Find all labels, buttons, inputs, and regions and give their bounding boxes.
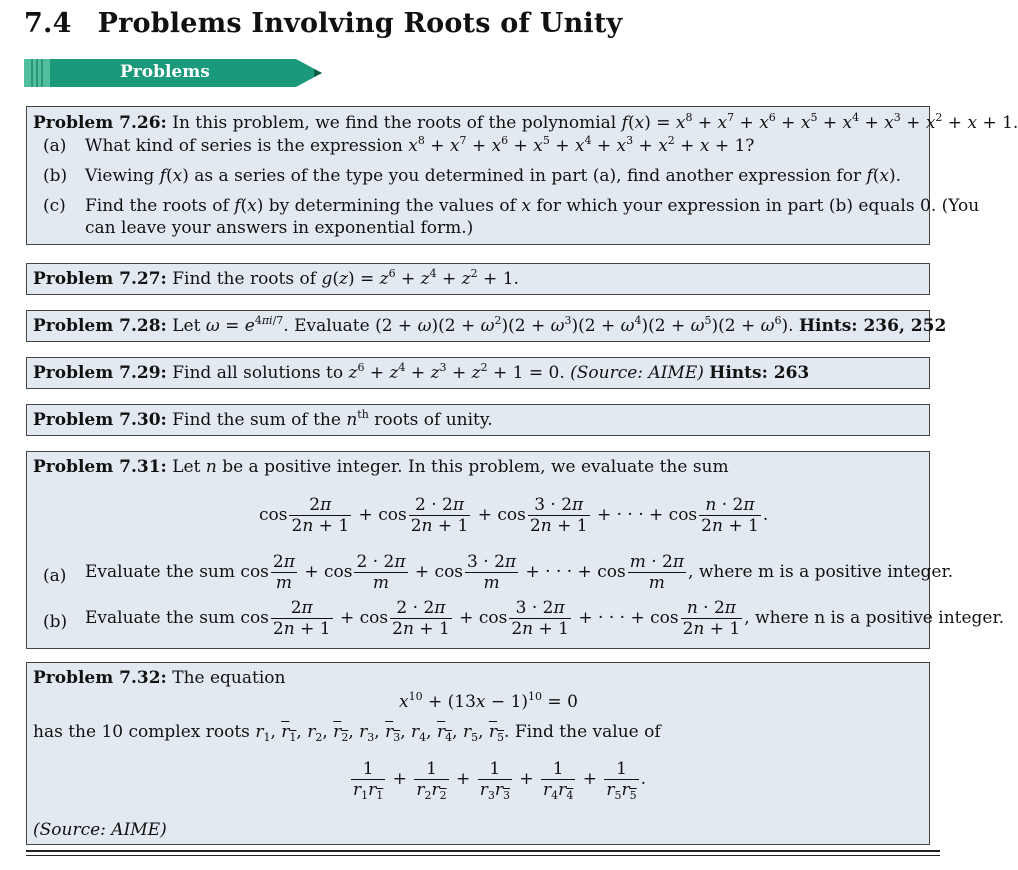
problem-7-28 <box>26 310 947 342</box>
problem-7-31-sum: cos $\frac{2\pi}{2n + 1}$ + cos $\frac{2 \cdot 2\pi}{2n + 1}$ + cos $\frac{3 \cdot 2\pi}{2n + 1}$ + · · · + cos $\frac{n \cdot 2\pi}{2n + 1}$ . <box>259 495 769 536</box>
part-a-letter: (a) <box>43 136 67 156</box>
problem-7-32-sum: $\frac{1}{r_1r_1}$ + $\frac{1}{r_2r_2}$ + $\frac{1}{r_3r_3}$ + $\frac{1}{r_4r_4}$ + $\frac{1}{r_5r_5}$ . <box>353 759 647 802</box>
problem-7-27 <box>26 263 930 295</box>
problem-7-26 <box>26 106 1018 245</box>
problem-7-30 <box>26 404 930 436</box>
problem-7-27-text: Problem 7.27: Find the roots of $g(z) = z^6 + z^4 + z^2 + 1$. <box>33 267 519 289</box>
part-b-letter: (b) <box>43 166 68 186</box>
part-b-text: Viewing f(x) as a series of the type you determined in part (a), find another expression for f(x). <box>85 166 902 186</box>
problem-7-29 <box>26 357 930 389</box>
problem-7-28-text: Problem 7.28: Let $\omega = e^{4\pi i/7}$. Evaluate $(2 + \omega)(2 + \omega^2)(2 + \omega^3)(2 + \omega^4)(2 + \omega^5)(2 + \omega^6)$. Hints: 236, 252 <box>33 314 947 336</box>
problem-7-32 <box>26 662 930 845</box>
part-c-text-cont: can leave your answers in exponential form.) <box>85 218 474 238</box>
problem-7-32-equation: $x^{10} + (13x - 1)^{10} = 0$ <box>399 690 578 712</box>
problem-7-32-source: (Source: AIME) <box>33 820 167 840</box>
problem-7-26-intro: Problem 7.26: In this problem, we find the roots of the polynomial $f(x) = x^8 + x^7 + x^6 + x^5 + x^4 + x^3 + x^2 + x + 1$. <box>33 111 1018 133</box>
banner-label: Problems <box>120 62 210 82</box>
part-a-text: What kind of series is the expression $x^8 + x^7 + x^6 + x^5 + x^4 + x^3 + x^2 + x + 1$? <box>85 134 755 156</box>
problem-7-29-text: Problem 7.29: Find all solutions to $z^6 + z^4 + z^3 + z^2 + 1 = 0$. (Source: AIME) Hints: 263 <box>33 361 810 383</box>
problem-7-32-roots: has the 10 complex roots $r_1$, $r_1$, $r_2$, $r_2$, $r_3$, $r_3$, $r_4$, $r_4$, $r_5$, $r_5$. Find the value of <box>33 722 661 744</box>
part-b-731-text: Evaluate the sum cos $\frac{2\pi}{2n + 1}$ + cos $\frac{2 \cdot 2\pi}{2n + 1}$ + cos $\frac{3 \cdot 2\pi}{2n + 1}$ + · · · + cos $\frac{n \cdot 2\pi}{2n + 1}$ , where n is a positive integer. <box>85 598 1005 639</box>
problems-banner <box>24 56 324 90</box>
section-heading <box>24 8 622 39</box>
part-a-letter-731: (a) <box>43 566 67 586</box>
part-b-letter-731: (b) <box>43 612 68 632</box>
problem-7-31-intro: Problem 7.31: Let n be a positive integer. In this problem, we evaluate the sum <box>33 457 729 477</box>
part-c-letter: (c) <box>43 196 66 216</box>
part-c-text: Find the roots of f(x) by determining the values of x for which your expression in part (b) equals 0. (You <box>85 196 980 216</box>
bottom-rule <box>26 850 940 852</box>
problem-7-32-intro: Problem 7.32: The equation <box>33 668 286 688</box>
problem-7-31 <box>26 451 1005 649</box>
part-a-731-text: Evaluate the sum cos $\frac{2\pi}{m}$ + cos $\frac{2 \cdot 2\pi}{m}$ + cos $\frac{3 \cdot 2\pi}{m}$ + · · · + cos $\frac{m \cdot 2\pi}{m}$ , where m is a positive integer. <box>85 552 954 593</box>
problem-7-30-text: Problem 7.30: Find the sum of the $n^{th}$ roots of unity. <box>33 408 493 430</box>
bottom-rule-thin <box>26 855 940 856</box>
section-number: 7.4 <box>24 8 72 39</box>
section-title: Problems Involving Roots of Unity <box>97 8 623 39</box>
